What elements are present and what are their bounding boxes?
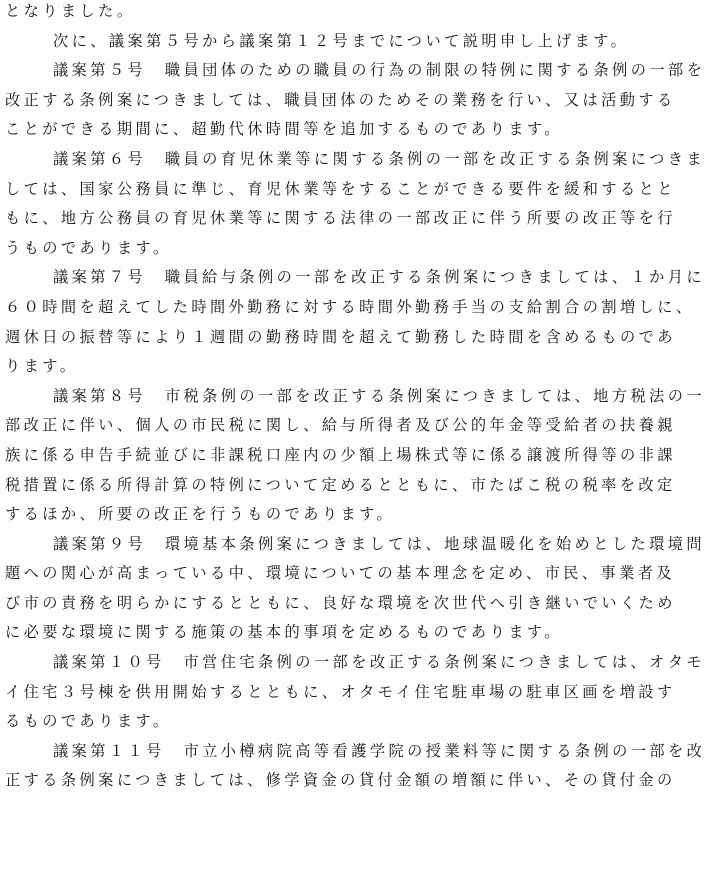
paragraph-start-line: 議案第８号 市税条例の一部を改正する条例案につきましては、地方税法の一 bbox=[53, 386, 705, 405]
text-line: イ住宅３号棟を供用開始するとともに、オタモイ住宅駐車場の駐車区画を増設す bbox=[5, 682, 676, 701]
text-line: ことができる期間に、超勤代休時間等を追加するものであります。 bbox=[5, 120, 563, 139]
paragraph-start-line: 議案第６号 職員の育児休業等に関する条例の一部を改正する条例案につきま bbox=[53, 149, 705, 168]
text-line: となりました。 bbox=[5, 2, 136, 20]
paragraph-start-line: 議案第１０号 市営住宅条例の一部を改正する条例案につきましては、オタモ bbox=[53, 653, 705, 672]
text-line: び市の責務を明らかにするとともに、良好な環境を次世代へ引き継いでいくため bbox=[5, 593, 676, 612]
text-line: 族に係る申告手続並びに非課税口座内の少額上場株式等に係る譲渡所得等の非課 bbox=[5, 445, 676, 464]
paragraph-start-line: 議案第５号 職員団体のための職員の行為の制限の特例に関する条例の一部を bbox=[53, 61, 705, 80]
text-line: るものであります。 bbox=[5, 712, 172, 731]
text-line: ６０時間を超えてした時間外勤務に対する時間外勤務手当の支給割合の割増しに、 bbox=[5, 297, 695, 316]
text-line: 正する条例案につきましては、修学資金の貸付金額の増額に伴い、その貸付金の bbox=[5, 771, 676, 790]
text-line: 部改正に伴い、個人の市民税に関し、給与所得者及び公的年金等受給者の扶養親 bbox=[5, 416, 676, 435]
text-line: 題への関心が高まっている中、環境についての基本理念を定め、市民、事業者及 bbox=[5, 564, 676, 583]
text-line: に必要な環境に関する施策の基本的事項を定めるものであります。 bbox=[5, 623, 563, 642]
text-line: ります。 bbox=[5, 357, 79, 376]
paragraph-start-line: 議案第１１号 市立小樽病院高等看護学院の授業料等に関する条例の一部を改 bbox=[53, 741, 705, 760]
text-line: 週休日の振替等により１週間の勤務時間を超えて勤務した時間を含めるものであ bbox=[5, 327, 676, 346]
paragraph-start-line: 議案第７号 職員給与条例の一部を改正する条例案につきましては、１か月に bbox=[53, 268, 705, 287]
text-line: 税措置に係る所得計算の特例について定めるとともに、市たばこ税の税率を改定 bbox=[5, 475, 676, 494]
paragraph-start-line: 次に、議案第５号から議案第１２号までについて説明申し上げます。 bbox=[53, 31, 630, 50]
text-line: 改正する条例案につきましては、職員団体のためその業務を行い、又は活動する bbox=[5, 90, 676, 109]
paragraph-start-line: 議案第９号 環境基本条例案につきましては、地球温暖化を始めとした環境問 bbox=[53, 534, 705, 553]
text-line: うものであります。 bbox=[5, 238, 172, 257]
text-line: するほか、所要の改正を行うものであります。 bbox=[5, 505, 396, 524]
text-line: もに、地方公務員の育児休業等に関する法律の一部改正に伴う所要の改正等を行 bbox=[5, 209, 676, 228]
text-line: しては、国家公務員に準じ、育児休業等をすることができる要件を緩和するとと bbox=[5, 179, 676, 198]
